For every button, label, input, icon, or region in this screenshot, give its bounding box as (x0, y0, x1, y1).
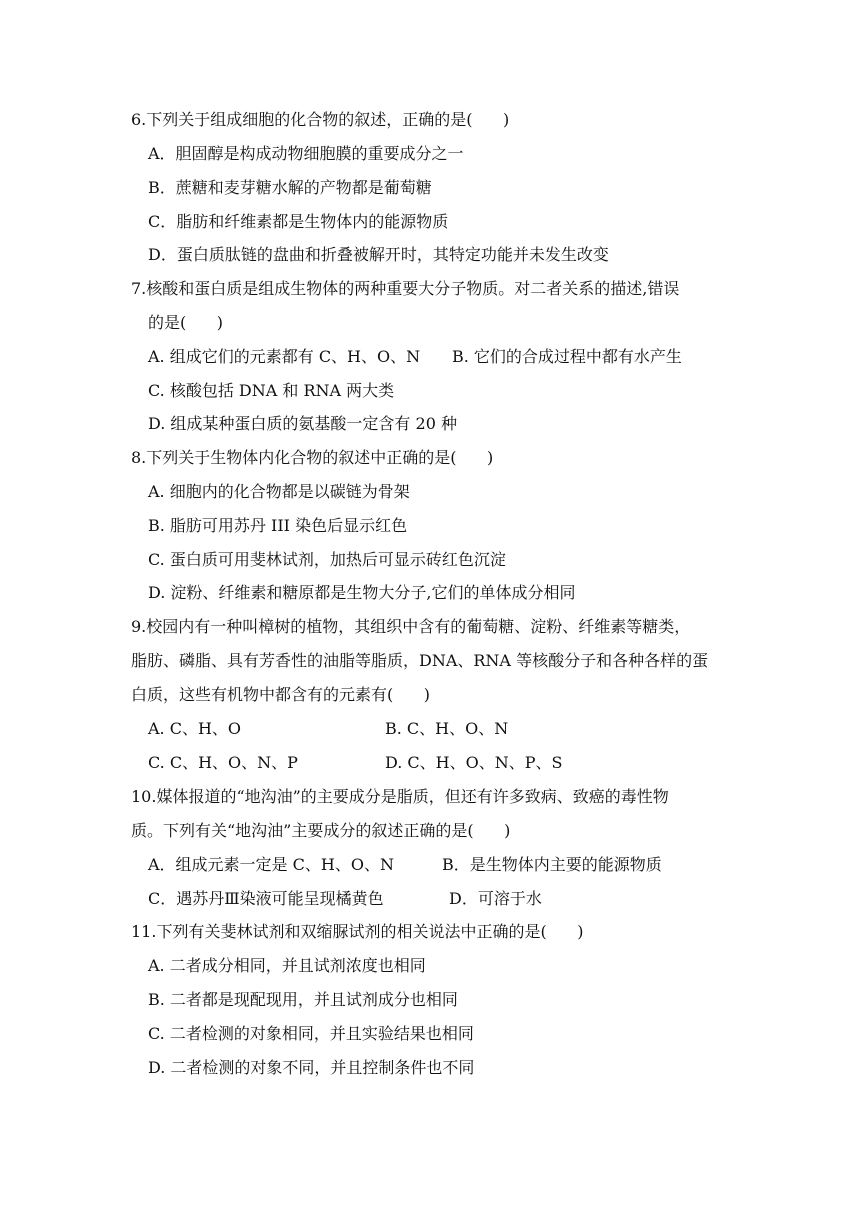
question-9-option-c: C. C、H、O、N、P (148, 753, 298, 772)
question-10-option-c: C．遇苏丹Ⅲ染液可能呈现橘黄色 (148, 889, 384, 908)
question-10-stem: 10.媒体报道的“地沟油”的主要成分是脂质，但还有许多致病、致癌的毒性物 (131, 787, 669, 806)
question-6-option-a: A．胆固醇是构成动物细胞膜的重要成分之一 (148, 144, 464, 163)
question-6-option-d: D．蛋白质肽链的盘曲和折叠被解开时，其特定功能并未发生改变 (148, 245, 609, 264)
question-6-option-b: B．蔗糖和麦芽糖水解的产物都是葡萄糖 (148, 178, 432, 197)
question-9-option-b: B. C、H、O、N (385, 719, 509, 738)
question-8-option-d: D. 淀粉、纤维素和糖原都是生物大分子,它们的单体成分相同 (148, 583, 576, 602)
question-7-stem-cont: 的是( ) (148, 313, 224, 332)
question-8-option-a: A. 细胞内的化合物都是以碳链为骨架 (148, 482, 410, 501)
question-9-option-d: D. C、H、O、N、P、S (385, 753, 563, 772)
question-8-stem: 8.下列关于生物体内化合物的叙述中正确的是( ) (131, 448, 494, 467)
question-10-option-d: D．可溶于水 (449, 889, 542, 908)
question-10-option-a: A．组成元素一定是 C、H、O、N (148, 855, 394, 874)
question-6-option-c: C．脂肪和纤维素都是生物体内的能源物质 (148, 212, 449, 231)
question-9-stem-cont-1: 脂肪、磷脂、具有芳香性的油脂等脂质，DNA、RNA 等核酸分子和各种各样的蛋 (131, 651, 709, 670)
question-11-option-c: C. 二者检测的对象相同，并且实验结果也相同 (148, 1024, 474, 1043)
question-11-option-b: B. 二者都是现配现用，并且试剂成分也相同 (148, 990, 458, 1009)
question-9-option-a: A. C、H、O (148, 719, 242, 738)
question-7-stem: 7.核酸和蛋白质是组成生物体的两种重要大分子物质。对二者关系的描述,错误 (131, 279, 680, 298)
question-7-option-b: B. 它们的合成过程中都有水产生 (452, 347, 682, 366)
question-7-option-a: A. 组成它们的元素都有 C、H、O、N (148, 347, 421, 366)
question-7-option-d: D. 组成某种蛋白质的氨基酸一定含有 20 种 (148, 414, 457, 433)
question-11-option-a: A. 二者成分相同，并且试剂浓度也相同 (148, 956, 426, 975)
question-7-option-c: C. 核酸包括 DNA 和 RNA 两大类 (148, 381, 395, 400)
question-8-option-b: B. 脂肪可用苏丹 III 染色后显示红色 (148, 516, 408, 535)
question-11-option-d: D. 二者检测的对象不同，并且控制条件也不同 (148, 1058, 475, 1077)
question-10-stem-cont: 质。下列有关“地沟油”主要成分的叙述正确的是( ) (131, 821, 511, 840)
question-9-stem: 9.校园内有一种叫樟树的植物，其组织中含有的葡萄糖、淀粉、纤维素等糖类， (131, 617, 691, 636)
question-8-option-c: C. 蛋白质可用斐林试剂，加热后可显示砖红色沉淀 (148, 550, 506, 569)
question-10-option-b: B．是生物体内主要的能源物质 (442, 855, 662, 874)
question-11-stem: 11.下列有关斐林试剂和双缩脲试剂的相关说法中正确的是( ) (131, 922, 584, 941)
question-9-stem-cont-2: 白质，这些有机物中都含有的元素有( ) (131, 685, 431, 704)
question-6-stem: 6.下列关于组成细胞的化合物的叙述，正确的是( ) (131, 110, 510, 129)
